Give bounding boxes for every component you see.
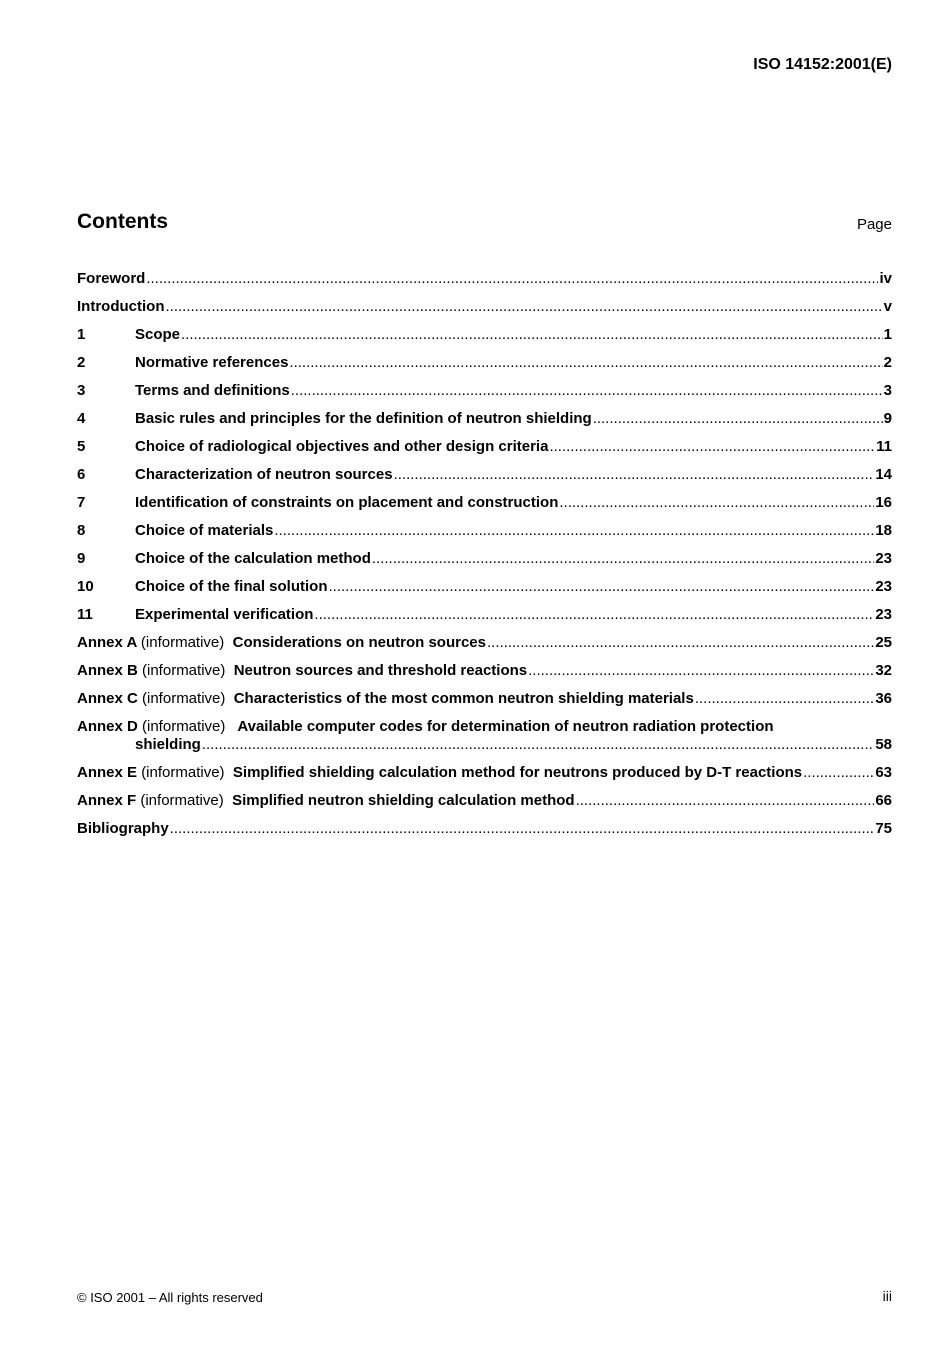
toc-page: 2 [883,354,892,371]
toc-number: 3 [77,382,86,399]
toc-annex-e[interactable] [77,762,892,790]
dot-leader [181,326,883,343]
toc-entry-10[interactable] [77,576,892,604]
page-number: iii [882,1288,892,1304]
dot-leader [146,270,878,287]
dot-leader [803,764,874,781]
toc-entry-introduction[interactable] [77,296,892,324]
toc-annex-b[interactable] [77,660,892,688]
dot-leader [170,820,875,837]
toc-title: Choice of the final solution [135,578,328,595]
toc-number: 6 [77,466,86,483]
dot-leader [202,736,874,753]
toc-page: 25 [875,634,892,651]
dot-leader [559,494,874,511]
toc-title: Choice of the calculation method [135,550,371,567]
toc-title: Choice of materials [135,522,274,539]
toc-title-continued: shielding [135,736,201,753]
toc-page: 75 [875,820,892,837]
toc-title: Considerations on neutron sources [232,634,486,651]
annex-label: Annex B (informative) [77,662,226,679]
toc-page: v [883,298,892,315]
toc-entry-4[interactable] [77,408,892,436]
toc-entry-9[interactable] [77,548,892,576]
dot-leader [593,410,883,427]
dot-leader [394,466,875,483]
toc-title: Basic rules and principles for the definition of neutron shielding [135,410,592,427]
toc-page: 9 [883,410,892,427]
dot-leader [549,438,875,455]
toc-page: 23 [875,606,892,623]
toc-entry-foreword[interactable] [77,268,892,296]
toc-title: Simplified neutron shielding calculation method [232,792,575,809]
dot-leader [291,382,883,399]
toc-annex-a[interactable] [77,632,892,660]
dot-leader [289,354,882,371]
document-id: ISO 14152:2001(E) [753,56,892,73]
toc-page: 23 [875,550,892,567]
toc-entry-7[interactable] [77,492,892,520]
toc-number: 11 [77,606,93,623]
toc-page: 1 [883,326,892,343]
dot-leader [372,550,874,567]
dot-leader [528,662,874,679]
dot-leader [576,792,875,809]
toc-page: 16 [875,494,892,511]
toc-annex-d[interactable] [77,716,892,762]
toc-title: Normative references [135,354,289,371]
annex-label: Annex E (informative) [77,764,225,781]
toc-page: 14 [875,466,892,483]
toc-number: 8 [77,522,86,539]
toc-page: 32 [875,662,892,679]
toc-title: Neutron sources and threshold reactions [233,662,528,679]
toc-number: 9 [77,550,86,567]
toc-title: Terms and definitions [135,382,290,399]
toc-entry-1[interactable] [77,324,892,352]
dot-leader [329,578,875,595]
table-of-contents [77,268,892,846]
toc-title: Characterization of neutron sources [135,466,393,483]
annex-label: Annex A (informative) [77,634,225,651]
annex-label: Annex D (informative) [77,718,226,735]
toc-page: 63 [875,764,892,781]
toc-title: Simplified shielding calculation method for neutrons produced by D-T reactions [232,764,803,781]
toc-entry-bibliography[interactable] [77,818,892,846]
toc-title: Introduction [77,298,165,315]
toc-annex-f[interactable] [77,790,892,818]
toc-title: Experimental verification [135,606,314,623]
toc-page: 36 [875,690,892,707]
toc-page: 66 [875,792,892,809]
toc-number: 4 [77,410,86,427]
toc-title: Identification of constraints on placement and construction [135,494,559,511]
toc-entry-11[interactable] [77,604,892,632]
toc-page: 58 [875,736,892,753]
toc-entry-6[interactable] [77,464,892,492]
toc-page: 3 [883,382,892,399]
annex-label: Annex F (informative) [77,792,224,809]
toc-entry-8[interactable] [77,520,892,548]
toc-page: 18 [875,522,892,539]
dot-leader [274,522,874,539]
toc-number: 1 [77,326,86,343]
toc-entry-3[interactable] [77,380,892,408]
dot-leader [314,606,874,623]
annex-label: Annex C (informative) [77,690,226,707]
copyright-notice: © ISO 2001 – All rights reserved [77,1290,263,1305]
toc-title: Characteristics of the most common neutron shielding materials [233,690,694,707]
toc-title: Scope [135,326,181,343]
toc-entry-5[interactable] [77,436,892,464]
toc-title: Bibliography [77,820,169,837]
page-title: Contents [77,210,168,233]
dot-leader [165,298,882,315]
toc-number: 5 [77,438,86,455]
toc-title: Choice of radiological objectives and other design criteria [135,438,549,455]
toc-annex-c[interactable] [77,688,892,716]
dot-leader [487,634,874,651]
toc-title: Foreword [77,270,146,287]
toc-title: Available computer codes for determination of neutron radiation protection [237,718,774,735]
dot-leader [695,690,874,707]
toc-page: iv [879,270,892,287]
toc-number: 10 [77,578,94,595]
toc-number: 7 [77,494,86,511]
page-column-label: Page [856,216,892,233]
toc-number: 2 [77,354,86,371]
toc-page: 11 [876,438,892,455]
toc-entry-2[interactable] [77,352,892,380]
toc-page: 23 [875,578,892,595]
